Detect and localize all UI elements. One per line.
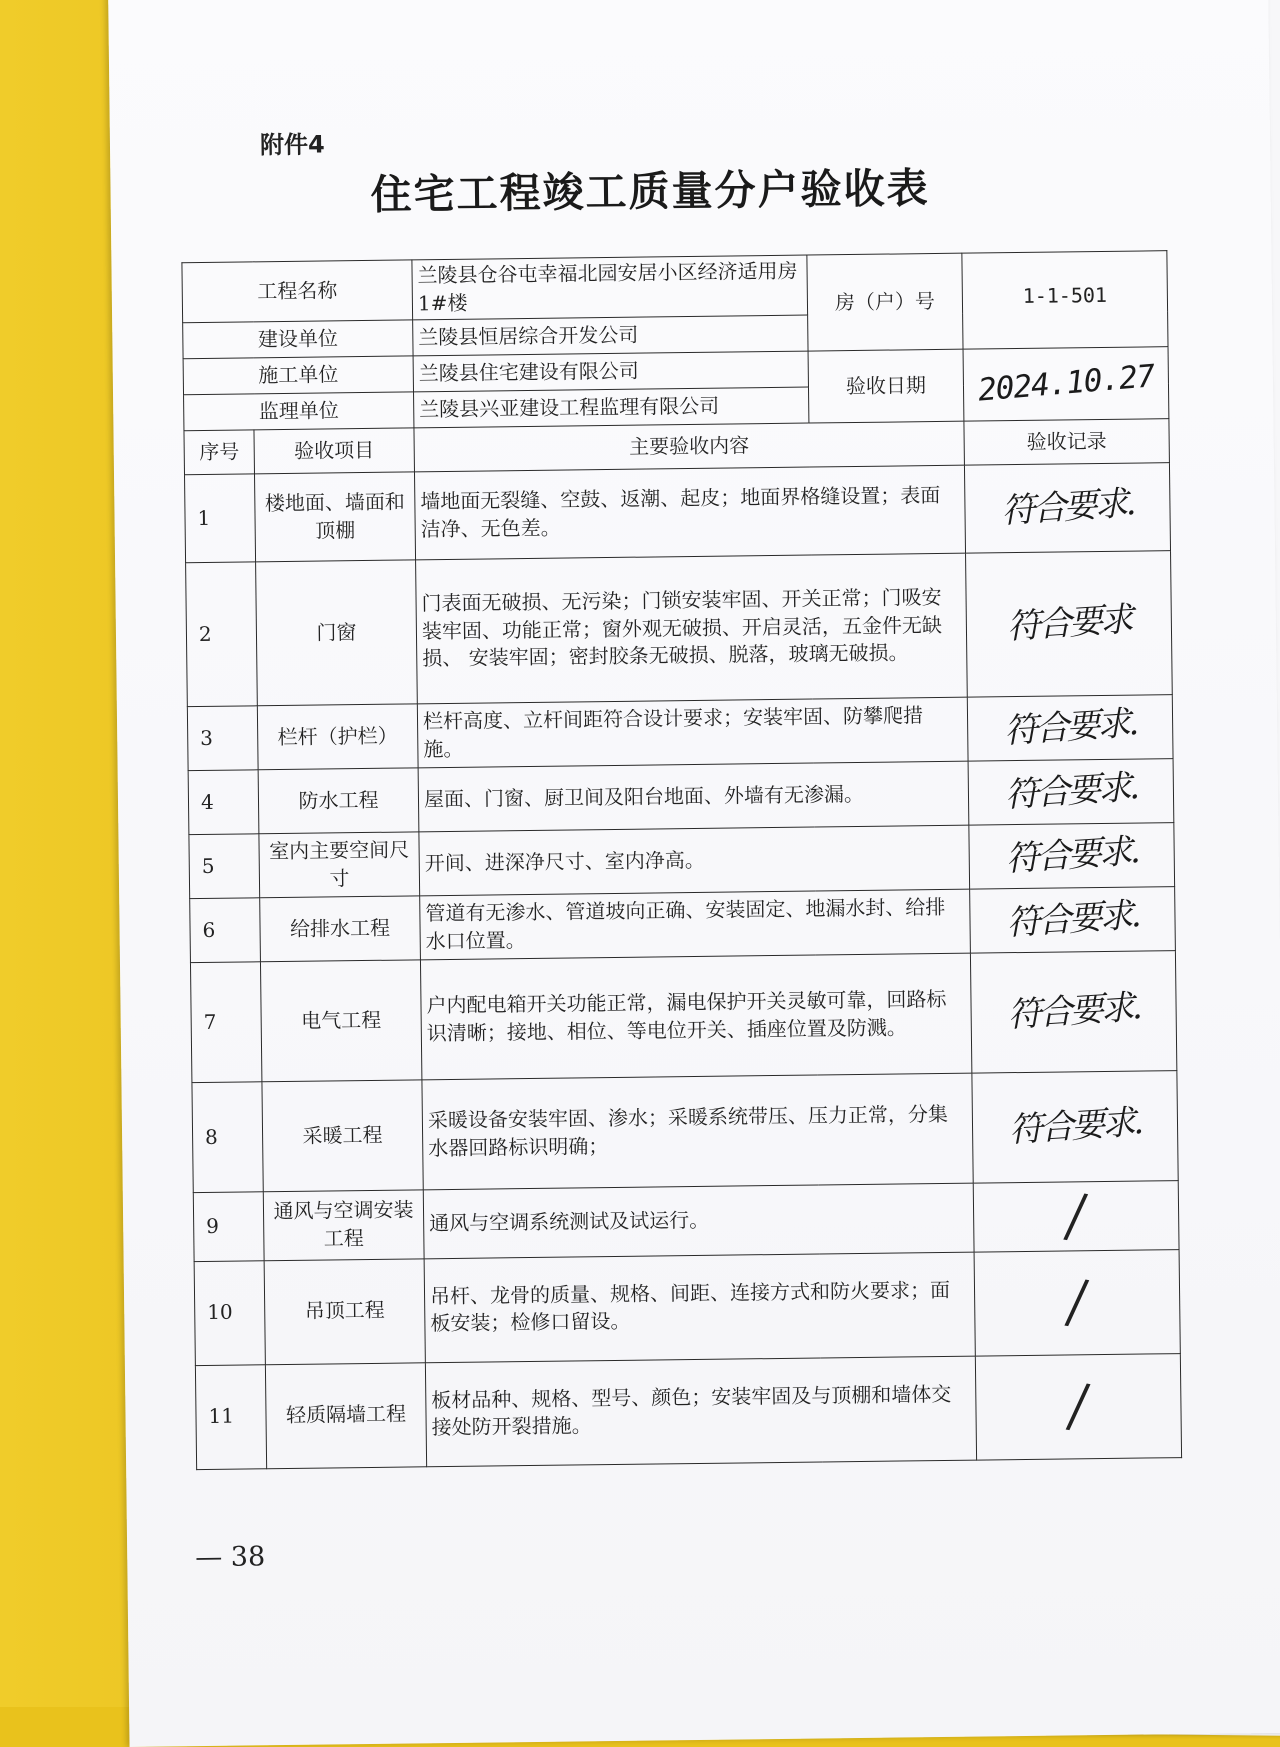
table-row (186, 551, 1173, 707)
row-item: 室内主要空间尺寸 (259, 832, 420, 898)
contractor-value: 兰陵县住宅建设有限公司 (413, 351, 808, 392)
table-row (190, 951, 1176, 1083)
row-record (964, 463, 1170, 553)
row-content: 通风与空调系统测试及试运行。 (423, 1183, 974, 1258)
col-record-header: 验收记录 (964, 419, 1170, 466)
col-no-header: 序号 (184, 430, 255, 475)
project-name-value: 兰陵县仓谷屯幸福北园安居小区经济适用房1#楼 (412, 255, 808, 320)
row-no: 10 (194, 1260, 265, 1365)
row-no: 9 (193, 1192, 264, 1261)
row-item: 给排水工程 (260, 896, 421, 962)
table-row (195, 1353, 1181, 1469)
table-row (192, 1071, 1178, 1193)
row-no: 8 (192, 1082, 263, 1193)
table-row (188, 759, 1174, 835)
table-row (194, 1249, 1180, 1365)
date-label: 验收日期 (808, 349, 964, 423)
row-item: 吊顶工程 (264, 1258, 425, 1364)
unit-no-value: 1-1-501 (962, 251, 1168, 350)
page-number: — 38 (195, 1541, 266, 1574)
supervisor-value: 兰陵县兴亚建设工程监理有限公司 (414, 387, 809, 428)
table-row (190, 887, 1176, 963)
acceptance-form-table (181, 250, 1182, 1470)
row-no: 1 (185, 474, 256, 563)
builder-label: 建设单位 (183, 320, 413, 359)
row-item: 电气工程 (260, 960, 421, 1082)
row-content: 开间、进深净尺寸、室内净高。 (419, 825, 970, 896)
row-no: 7 (190, 962, 261, 1083)
row-content: 户内配电箱开关功能正常，漏电保护开关灵敏可靠，回路标识清晰；接地、相位、等电位开关、插座位置及防溅。 (420, 953, 971, 1080)
handwritten-record: 符合要求. (1006, 987, 1141, 1036)
handwritten-record: 符合要求. (1004, 831, 1139, 880)
row-no: 6 (190, 898, 261, 963)
project-name-row (182, 251, 1168, 323)
row-item: 采暖工程 (262, 1080, 423, 1192)
row-no: 3 (187, 706, 258, 771)
project-name-label: 工程名称 (182, 260, 413, 323)
row-content: 墙地面无裂缝、空鼓、返潮、起皮；地面界格缝设置；表面洁净、无色差。 (414, 465, 965, 560)
row-item: 栏杆（护栏） (257, 704, 418, 770)
row-record (972, 1071, 1178, 1183)
row-content: 栏杆高度、立杆间距符合设计要求；安装牢固、防攀爬措施。 (417, 697, 968, 768)
table-row (189, 823, 1175, 899)
date-cell (963, 347, 1169, 421)
table-row (187, 695, 1173, 771)
supervisor-label: 监理单位 (184, 392, 414, 431)
row-no: 11 (195, 1364, 266, 1469)
handwritten-record: 符合要求. (1003, 767, 1138, 816)
row-no: 5 (189, 834, 260, 899)
row-content: 管道有无渗水、管道坡向正确、安装固定、地漏水封、给排水口位置。 (420, 889, 971, 960)
row-record (969, 823, 1175, 889)
row-no: 4 (188, 770, 259, 835)
handwritten-slash: / (1062, 1265, 1092, 1338)
row-content: 板材品种、规格、型号、颜色；安装牢固及与顶棚和墙体交接处防开裂措施。 (425, 1356, 976, 1467)
attachment-label: 附件4 (259, 130, 325, 160)
table-row (193, 1181, 1179, 1261)
row-content: 采暖设备安装牢固、渗水；采暖系统带压、压力正常，分集水器回路标识明确； (422, 1073, 973, 1190)
row-record (967, 695, 1173, 761)
row-no: 2 (186, 562, 258, 707)
row-record (970, 887, 1176, 953)
row-record (968, 759, 1174, 825)
form-title: 住宅工程竣工质量分户验收表 (370, 164, 930, 219)
builder-value: 兰陵县恒居综合开发公司 (413, 315, 808, 356)
col-content-header: 主要验收内容 (414, 421, 964, 472)
table-row (185, 463, 1171, 563)
row-item: 防水工程 (258, 768, 419, 834)
row-item: 楼地面、墙面和顶棚 (255, 472, 416, 562)
row-content: 门表面无破损、无污染；门锁安装牢固、开关正常；门吸安装牢固、功能正常；窗外观无破损、开启灵活，五金件无缺损、 安装牢固；密封胶条无破损、脱落，玻璃无破损。 (416, 553, 968, 704)
handwritten-record: 符合要求. (1000, 483, 1135, 532)
handwritten-record: 符合要求 (1005, 599, 1133, 648)
row-item: 轻质隔墙工程 (265, 1362, 426, 1468)
row-item: 门窗 (256, 560, 418, 706)
row-content: 屋面、门窗、厨卫间及阳台地面、外墙有无渗漏。 (418, 761, 969, 832)
row-record (966, 551, 1173, 697)
handwritten-slash: / (1064, 1369, 1094, 1442)
row-record (973, 1181, 1179, 1252)
handwritten-record: 符合要求. (1003, 703, 1138, 752)
col-item-header: 验收项目 (254, 428, 415, 474)
row-record (974, 1249, 1180, 1355)
handwritten-record: 符合要求. (1007, 1102, 1143, 1151)
unit-no-label: 房（户）号 (807, 253, 963, 351)
handwritten-record: 符合要求. (1005, 895, 1140, 944)
row-content: 吊杆、龙骨的质量、规格、间距、连接方式和防火要求；面板安装；检修口留设。 (424, 1252, 975, 1363)
row-item: 通风与空调安装工程 (263, 1190, 424, 1260)
contractor-label: 施工单位 (183, 356, 413, 395)
handwritten-slash: / (1061, 1179, 1091, 1252)
row-record (975, 1353, 1181, 1459)
form-paper (108, 0, 1280, 1747)
handwritten-date: 2024.10.27 (976, 358, 1156, 409)
row-record (970, 951, 1176, 1073)
